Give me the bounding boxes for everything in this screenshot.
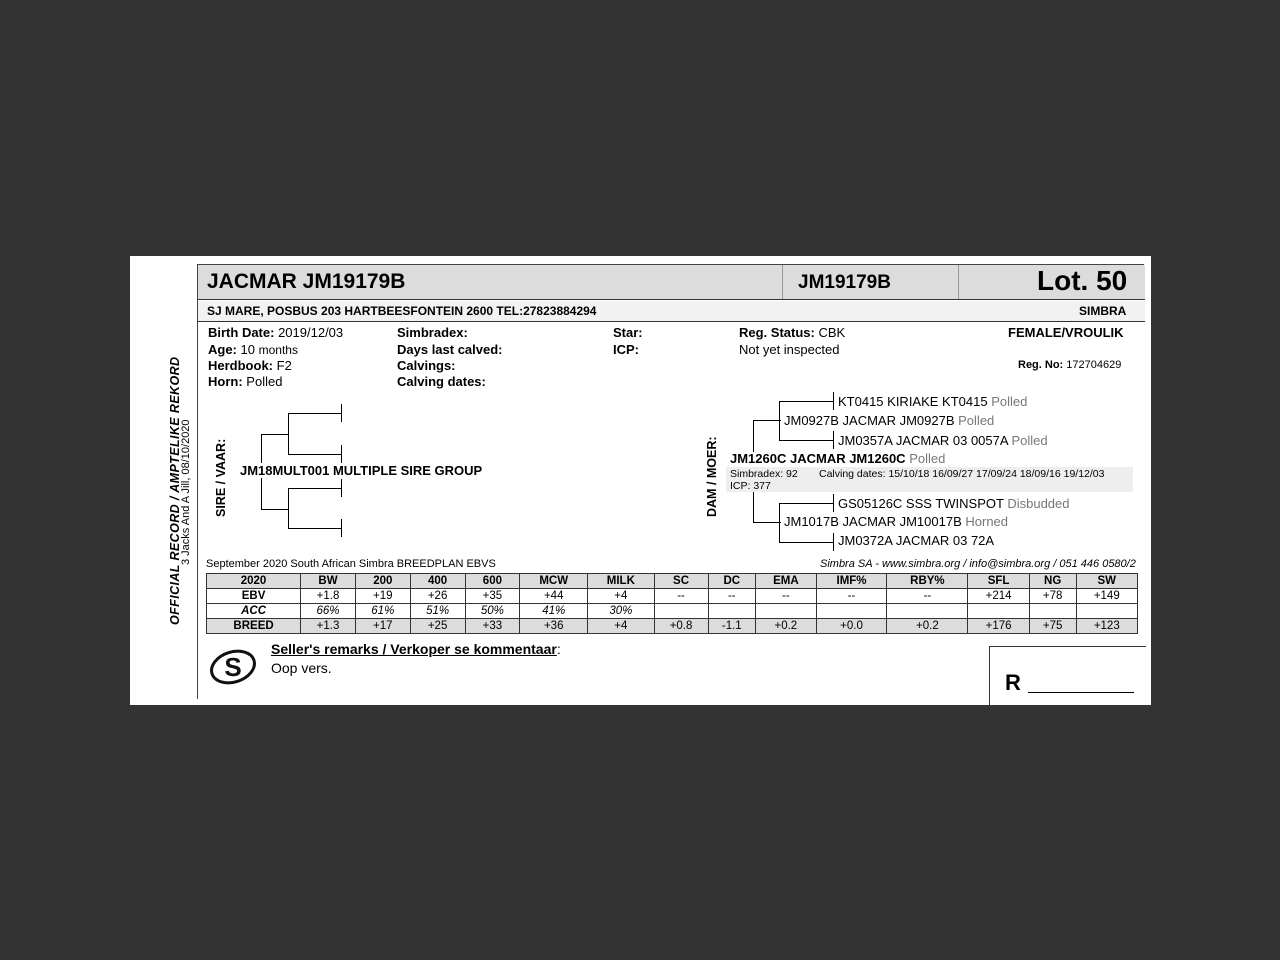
breed-cell: +25 xyxy=(410,619,465,634)
days-calved-label: Days last calved: xyxy=(397,342,503,357)
age: Age: 10 months xyxy=(208,342,298,357)
ebv-cell: -- xyxy=(756,589,817,604)
icp-label: ICP: xyxy=(613,342,639,357)
acc-cell: 66% xyxy=(301,604,356,619)
ebv-cell: -- xyxy=(887,589,968,604)
inspection-status: Not yet inspected xyxy=(739,342,840,357)
ebv-col: MCW xyxy=(520,574,588,589)
ebv-row-label: EBV xyxy=(207,589,301,604)
remarks-text: Oop vers. xyxy=(271,660,332,676)
ebv-cell: +1.8 xyxy=(301,589,356,604)
breed-cell: +17 xyxy=(355,619,410,634)
acc-cell: 30% xyxy=(588,604,654,619)
acc-cell: 61% xyxy=(355,604,410,619)
ebv-col: SFL xyxy=(968,574,1029,589)
ebv-col: EMA xyxy=(756,574,817,589)
ebv-header-row xyxy=(207,574,1138,589)
breed-cell: +0.2 xyxy=(887,619,968,634)
breed-cell: +0.0 xyxy=(816,619,887,634)
acc-cell: 50% xyxy=(465,604,520,619)
ebv-col: DC xyxy=(708,574,756,589)
dam-sire-dam: JM0357A JACMAR 03 0057A Polled xyxy=(838,433,1048,448)
ebv-col: RBY% xyxy=(887,574,968,589)
calving-dates-label: Calving dates: xyxy=(397,374,486,389)
acc-row xyxy=(207,604,1138,619)
ebv-col: IMF% xyxy=(816,574,887,589)
star-label: Star: xyxy=(613,325,643,340)
ebv-col: 400 xyxy=(410,574,465,589)
acc-cell xyxy=(654,604,708,619)
ebv-cell: -- xyxy=(816,589,887,604)
simbra-logo-icon xyxy=(208,646,258,686)
breed-cell: +0.2 xyxy=(756,619,817,634)
animal-name: JACMAR JM19179B xyxy=(207,270,406,293)
dam-dam-dam: JM0372A JACMAR 03 72A xyxy=(838,533,995,548)
reg-status: Reg. Status: CBK xyxy=(739,325,846,340)
price-label: R xyxy=(1005,670,1021,695)
dam-calving-dates: Calving dates: 15/10/18 16/09/27 17/09/24 18/09/16 19/12/03 xyxy=(819,468,1105,480)
breed-cell: +123 xyxy=(1076,619,1137,634)
ebv-cell: +26 xyxy=(410,589,465,604)
ebv-cell: +44 xyxy=(520,589,588,604)
price-entry-line[interactable] xyxy=(1028,692,1134,693)
breed-cell: +33 xyxy=(465,619,520,634)
acc-cell xyxy=(756,604,817,619)
ebv-year: 2020 xyxy=(207,574,301,589)
official-record-label: OFFICIAL RECORD / AMPTELIKE REKORD xyxy=(168,356,182,625)
dam-dam-sire: GS05126C SSS TWINSPOT Disbudded xyxy=(838,496,1070,511)
ebv-row xyxy=(207,589,1138,604)
sire-section-label: SIRE / VAAR: xyxy=(214,438,228,517)
svg-text:S: S xyxy=(224,652,242,682)
dam-sire: JM0927B JACMAR JM0927B Polled xyxy=(784,413,995,428)
ebv-col: 600 xyxy=(465,574,520,589)
breed-cell: +36 xyxy=(520,619,588,634)
breed-cell: +75 xyxy=(1029,619,1076,634)
dam-name: JM1260C JACMAR JM1260C Polled xyxy=(730,451,946,466)
breed-cell: +4 xyxy=(588,619,654,634)
dam-dam: JM1017B JACMAR JM10017B Horned xyxy=(784,514,1009,529)
contact-info: Simbra SA - www.simbra.org / info@simbra.org / 051 446 0580/2 xyxy=(820,558,1136,570)
acc-cell xyxy=(816,604,887,619)
dam-section-label: DAM / MOER: xyxy=(705,436,719,517)
dam-simbradex: Simbradex: 92 xyxy=(730,468,798,480)
ebv-title: September 2020 South African Simbra BREEDPLAN EBVS xyxy=(206,558,496,570)
ebv-cell: +214 xyxy=(968,589,1029,604)
owner-details: SJ MARE, POSBUS 203 HARTBEESFONTEIN 2600 TEL:27823884294 xyxy=(207,304,597,318)
sire-name: JM18MULT001 MULTIPLE SIRE GROUP xyxy=(240,463,483,478)
reg-number: Reg. No: 172704629 xyxy=(1018,359,1122,371)
ebv-cell: +4 xyxy=(588,589,654,604)
acc-cell xyxy=(1029,604,1076,619)
acc-cell xyxy=(968,604,1029,619)
acc-row-label: ACC xyxy=(207,604,301,619)
ebv-col: NG xyxy=(1029,574,1076,589)
ebv-table xyxy=(206,573,1138,634)
horn-status: Horn: Polled xyxy=(208,374,283,389)
dam-icp: ICP: 377 xyxy=(730,480,771,492)
animal-id: JM19179B xyxy=(798,272,891,293)
ebv-col: SC xyxy=(654,574,708,589)
calvings-label: Calvings: xyxy=(397,358,456,373)
acc-cell xyxy=(708,604,756,619)
acc-cell xyxy=(1076,604,1137,619)
ebv-cell: +35 xyxy=(465,589,520,604)
breed-row-label: BREED xyxy=(207,619,301,634)
lot-number: Lot. 50 xyxy=(1037,265,1128,296)
simbradex-label: Simbradex: xyxy=(397,325,468,340)
acc-cell: 51% xyxy=(410,604,465,619)
dam-sire-sire: KT0415 KIRIAKE KT0415 Polled xyxy=(838,394,1028,409)
ebv-cell: -- xyxy=(708,589,756,604)
ebv-cell: -- xyxy=(654,589,708,604)
acc-cell: 41% xyxy=(520,604,588,619)
ebv-cell: +19 xyxy=(355,589,410,604)
ebv-cell: +78 xyxy=(1029,589,1076,604)
birth-date: Birth Date: 2019/12/03 xyxy=(208,325,344,340)
sex-label: FEMALE/VROULIK xyxy=(1008,325,1124,340)
print-info-label: 3 Jacks And A Jill, 08/10/2020 xyxy=(180,419,192,565)
breed-row xyxy=(207,619,1138,634)
breed-cell: +1.3 xyxy=(301,619,356,634)
ebv-cell: +149 xyxy=(1076,589,1137,604)
ebv-col: BW xyxy=(301,574,356,589)
remarks-title: Seller's remarks / Verkoper se kommentaar: xyxy=(271,641,561,657)
acc-cell xyxy=(887,604,968,619)
ebv-col: 200 xyxy=(355,574,410,589)
breed-cell: -1.1 xyxy=(708,619,756,634)
ebv-col: SW xyxy=(1076,574,1137,589)
herdbook: Herdbook: F2 xyxy=(208,358,292,373)
breed-cell: +0.8 xyxy=(654,619,708,634)
breed-cell: +176 xyxy=(968,619,1029,634)
ebv-col: MILK xyxy=(588,574,654,589)
breed-label: SIMBRA xyxy=(1079,304,1127,318)
